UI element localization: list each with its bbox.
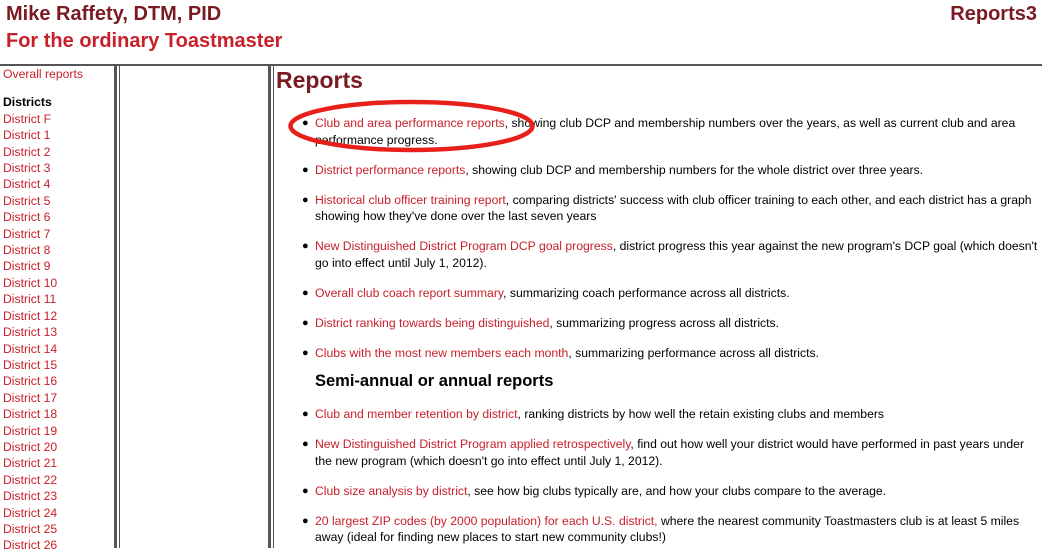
nav-link-district[interactable]: District 6 <box>3 210 51 225</box>
site-title: Mike Raffety, DTM, PID <box>6 3 222 25</box>
page-header <box>0 0 1042 62</box>
report-description: , summarizing coach performance across all districts. <box>503 285 790 300</box>
report-link[interactable]: 20 largest ZIP codes (by 2000 population) for each U.S. district, <box>315 513 658 528</box>
nav-link-district[interactable]: District F <box>3 111 52 126</box>
report-description: where the nearest community Toastmasters club is at least 5 miles away (ideal for finding new places to start new community clubs!) <box>315 513 1020 544</box>
report-link[interactable]: Club size analysis by district <box>315 483 468 498</box>
nav-link-district[interactable]: District 1 <box>3 128 51 143</box>
bullet-icon: ● <box>302 316 309 329</box>
nav-link-district[interactable]: District 20 <box>3 439 58 454</box>
bullet-icon: ● <box>302 346 309 359</box>
report-description: , find out how well your district would have performed in past years under the new program (which doesn't go into effect until July 1, 2012). <box>315 437 1025 468</box>
report-description: , comparing districts' success with club officer training to each other, and each district has a graph showing how they've done over the last seven years <box>315 192 1032 223</box>
report-link[interactable]: Club and member retention by district <box>315 407 518 421</box>
nav-link-district[interactable]: District 18 <box>3 407 58 422</box>
report-link[interactable]: Club and area performance reports <box>315 116 505 130</box>
report-link[interactable]: Clubs with the most new members each month <box>315 345 569 360</box>
nav-link-district[interactable]: District 17 <box>3 390 58 405</box>
nav-link-district[interactable]: District 11 <box>3 292 57 307</box>
report-link[interactable]: Overall club coach report summary <box>315 285 504 300</box>
report-link[interactable]: Historical club officer training report <box>315 192 506 207</box>
reports-list <box>276 115 1040 361</box>
frame-border-right-1 <box>268 64 271 548</box>
report-link[interactable]: District ranking towards being distinguished <box>315 315 550 330</box>
report-item <box>276 285 1040 302</box>
nav-link-district[interactable]: District 3 <box>3 161 51 176</box>
nav-link-district[interactable]: District 19 <box>3 423 58 438</box>
report-item <box>276 513 1040 546</box>
report-link[interactable]: New Distinguished District Program applied retrospectively <box>315 437 631 451</box>
frame-border-left-1 <box>114 64 117 548</box>
page-code: Reports3 <box>950 3 1037 25</box>
report-item <box>276 345 1040 362</box>
nav-link-district[interactable]: District 10 <box>3 275 58 290</box>
bullet-icon: ● <box>302 117 309 129</box>
report-item <box>276 315 1040 332</box>
nav-link-district[interactable]: District 4 <box>3 177 51 192</box>
bullet-icon: ● <box>302 286 309 299</box>
report-description: , district progress this year against the new program's DCP goal (which doesn't go into effect until July 1, 2012). <box>315 239 1038 270</box>
report-item <box>276 162 1040 179</box>
bullet-icon: ● <box>302 438 309 450</box>
report-description: , ranking districts by how well the retain existing clubs and members <box>517 407 885 421</box>
frame-border-left-2 <box>119 64 120 548</box>
nav-link-overall-reports[interactable]: Overall reports <box>3 67 83 81</box>
bullet-icon: ● <box>302 240 309 252</box>
site-tagline: For the ordinary Toastmaster <box>6 30 283 52</box>
report-description: , summarizing performance across all districts. <box>568 345 819 360</box>
bullet-icon: ● <box>302 408 309 420</box>
report-item <box>276 115 1040 148</box>
bullet-icon: ● <box>302 193 309 206</box>
bullet-icon: ● <box>302 514 309 527</box>
main-content <box>276 66 1040 546</box>
sidebar-nav <box>3 66 113 554</box>
nav-link-district[interactable]: District 22 <box>3 472 58 487</box>
nav-link-district[interactable]: District 5 <box>3 193 51 208</box>
nav-link-district[interactable]: District 14 <box>3 341 58 356</box>
nav-link-district[interactable]: District 12 <box>3 308 58 323</box>
report-item <box>276 436 1040 469</box>
section-heading-semi-annual: Semi-annual or annual reports <box>315 372 554 390</box>
nav-link-district[interactable]: District 24 <box>3 505 58 520</box>
nav-link-district[interactable]: District 2 <box>3 144 51 159</box>
report-description: , summarizing progress across all districts. <box>549 315 779 330</box>
report-description: , see how big clubs typically are, and how your clubs compare to the average. <box>467 483 887 498</box>
report-description: , showing club DCP and membership numbers for the whole district over three years. <box>465 162 924 177</box>
districts-heading: Districts <box>3 95 52 110</box>
report-item <box>276 406 1040 423</box>
nav-link-district[interactable]: District 25 <box>3 521 58 536</box>
bullet-icon: ● <box>302 163 309 176</box>
semi-annual-reports-list <box>276 406 1040 546</box>
report-item <box>276 483 1040 500</box>
nav-link-district[interactable]: District 8 <box>3 243 51 258</box>
report-link[interactable]: District performance reports <box>315 162 466 177</box>
report-item <box>276 192 1040 225</box>
nav-link-district[interactable]: District 7 <box>3 226 51 241</box>
nav-link-district[interactable]: District 13 <box>3 325 58 340</box>
report-item <box>276 238 1040 271</box>
report-description: , showing club DCP and membership numbers over the years, as well as current club and area performance progress. <box>315 116 1016 147</box>
report-link[interactable]: New Distinguished District Program DCP goal progress <box>315 239 613 253</box>
nav-link-district[interactable]: District 9 <box>3 259 51 274</box>
nav-link-district[interactable]: District 16 <box>3 374 58 389</box>
nav-link-district[interactable]: District 21 <box>3 456 58 471</box>
nav-link-district[interactable]: District 23 <box>3 489 58 504</box>
district-list <box>3 111 113 554</box>
bullet-icon: ● <box>302 484 309 497</box>
frame-border-right-2 <box>273 64 274 548</box>
page-title: Reports <box>276 67 363 93</box>
nav-link-district[interactable]: District 26 <box>3 538 58 553</box>
nav-link-district[interactable]: District 15 <box>3 357 58 372</box>
